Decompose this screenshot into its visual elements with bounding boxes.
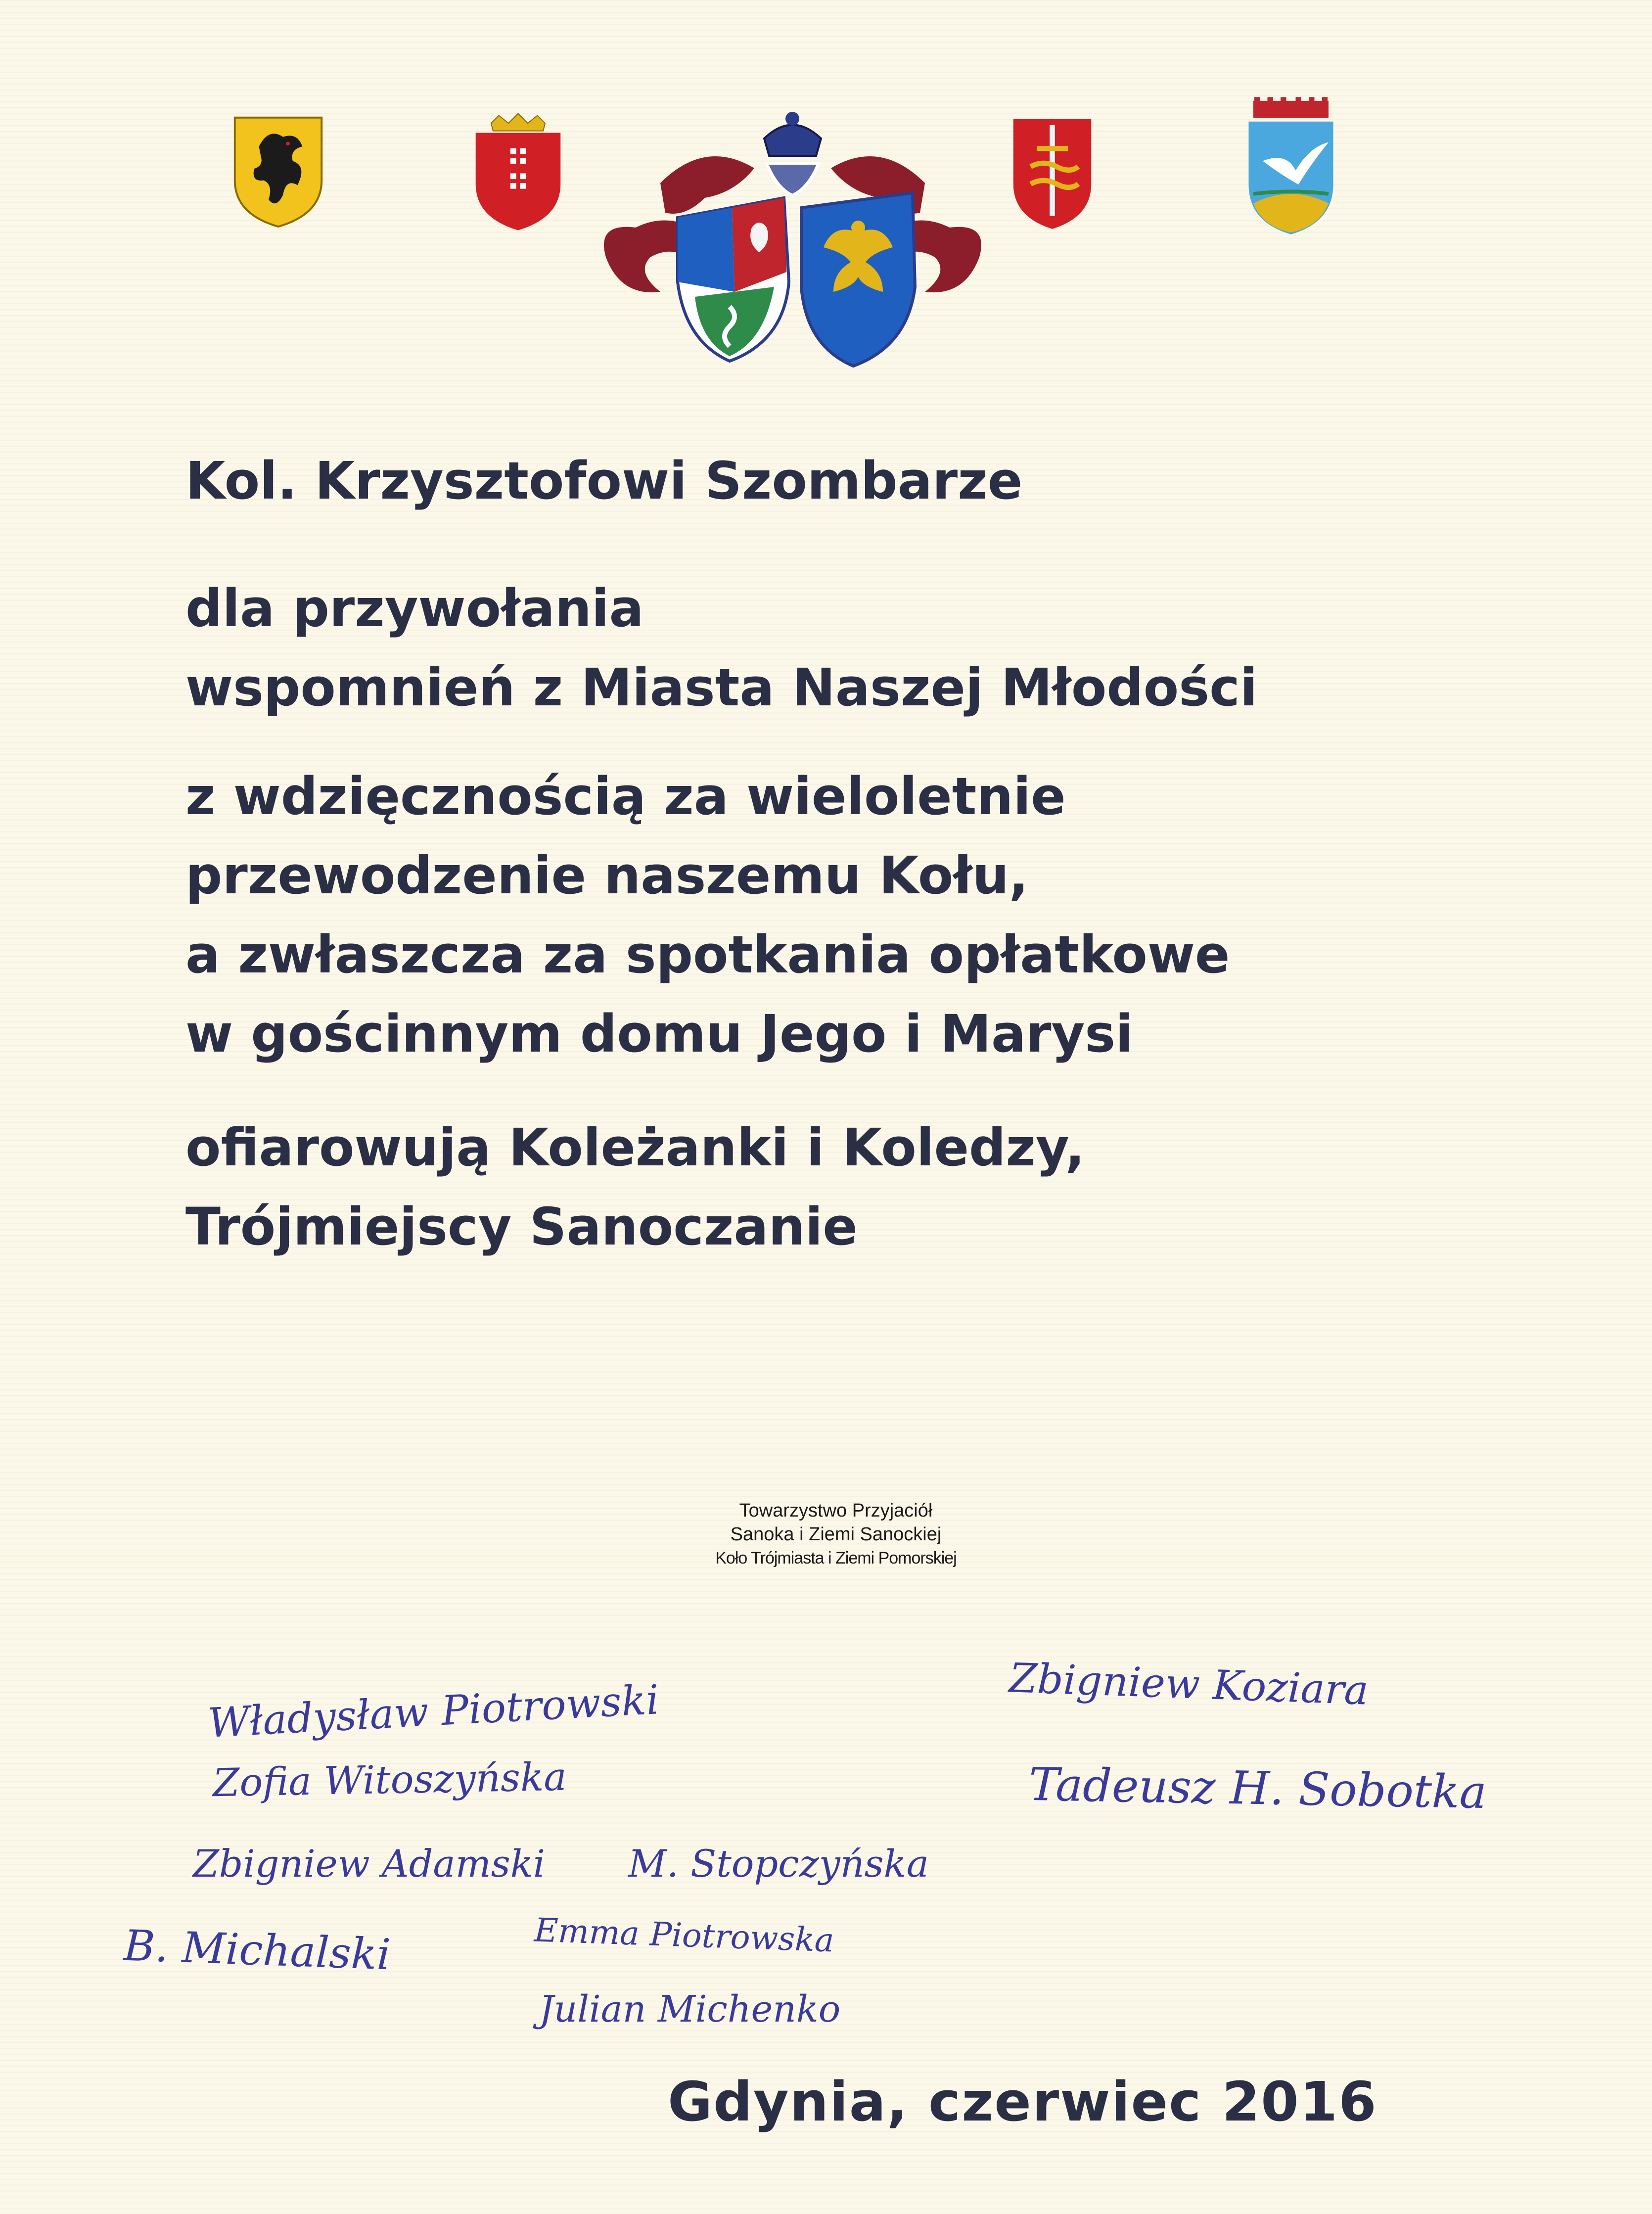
signature-koziara: Zbigniew Koziara xyxy=(1008,1655,1370,1714)
dedication-line-3: z wdzięcznością za wieloletnie xyxy=(185,766,1066,827)
dedication-line-6: w gościnnym domu Jego i Marysi xyxy=(185,1004,1133,1064)
sword-shield-icon xyxy=(1009,114,1096,232)
signature-sobotka: Tadeusz H. Sobotka xyxy=(1028,1757,1487,1819)
gdansk-crosses-shield-icon xyxy=(470,111,566,232)
signature-stopczynska: M. Stopczyńska xyxy=(628,1842,929,1886)
dedication-line-1: dla przywołania xyxy=(185,578,644,639)
place-date: Gdynia, czerwiec 2016 xyxy=(668,2070,1377,2133)
dedication-line-8: Trójmiejscy Sanoczanie xyxy=(185,1197,858,1257)
signature-michalski: B. Michalski xyxy=(123,1921,392,1980)
dedication-line-7: ofiarowują Koleżanki i Koledzy, xyxy=(185,1117,1085,1178)
signature-adamski: Zbigniew Adamski xyxy=(193,1842,546,1886)
signature-piotrowski: Władysław Piotrowski xyxy=(207,1676,660,1747)
organization-region: Sanoka i Ziemi Sanockiej xyxy=(730,1524,942,1545)
dedication-block xyxy=(185,451,1531,1280)
organization-branch: Koło Trójmiasta i Ziemi Pomorskiej xyxy=(715,1549,957,1568)
griffin-shield-icon xyxy=(230,111,326,230)
dedication-line-5: a zwłaszcza za spotkania opłatkowe xyxy=(185,924,1230,985)
dedication-line-2: wspomnień z Miasta Naszej Młodości xyxy=(185,657,1258,718)
dedication-line-4: przewodzenie naszemu Kołu, xyxy=(185,845,1029,906)
signature-piotrowska: Emma Piotrowska xyxy=(533,1911,835,1960)
sanok-coat-of-arms-icon xyxy=(576,109,1009,378)
signature-michenko: Julian Michenko xyxy=(539,1988,841,2030)
organization-name: Towarzystwo Przyjaciół xyxy=(739,1500,933,1521)
organization-block xyxy=(643,1499,1029,1570)
seagull-shield-icon xyxy=(1244,94,1338,237)
signature-witoszynska: Zofia Witoszyńska xyxy=(212,1754,567,1806)
recipient-line: Kol. Krzysztofowi Szombarze xyxy=(185,451,1023,511)
